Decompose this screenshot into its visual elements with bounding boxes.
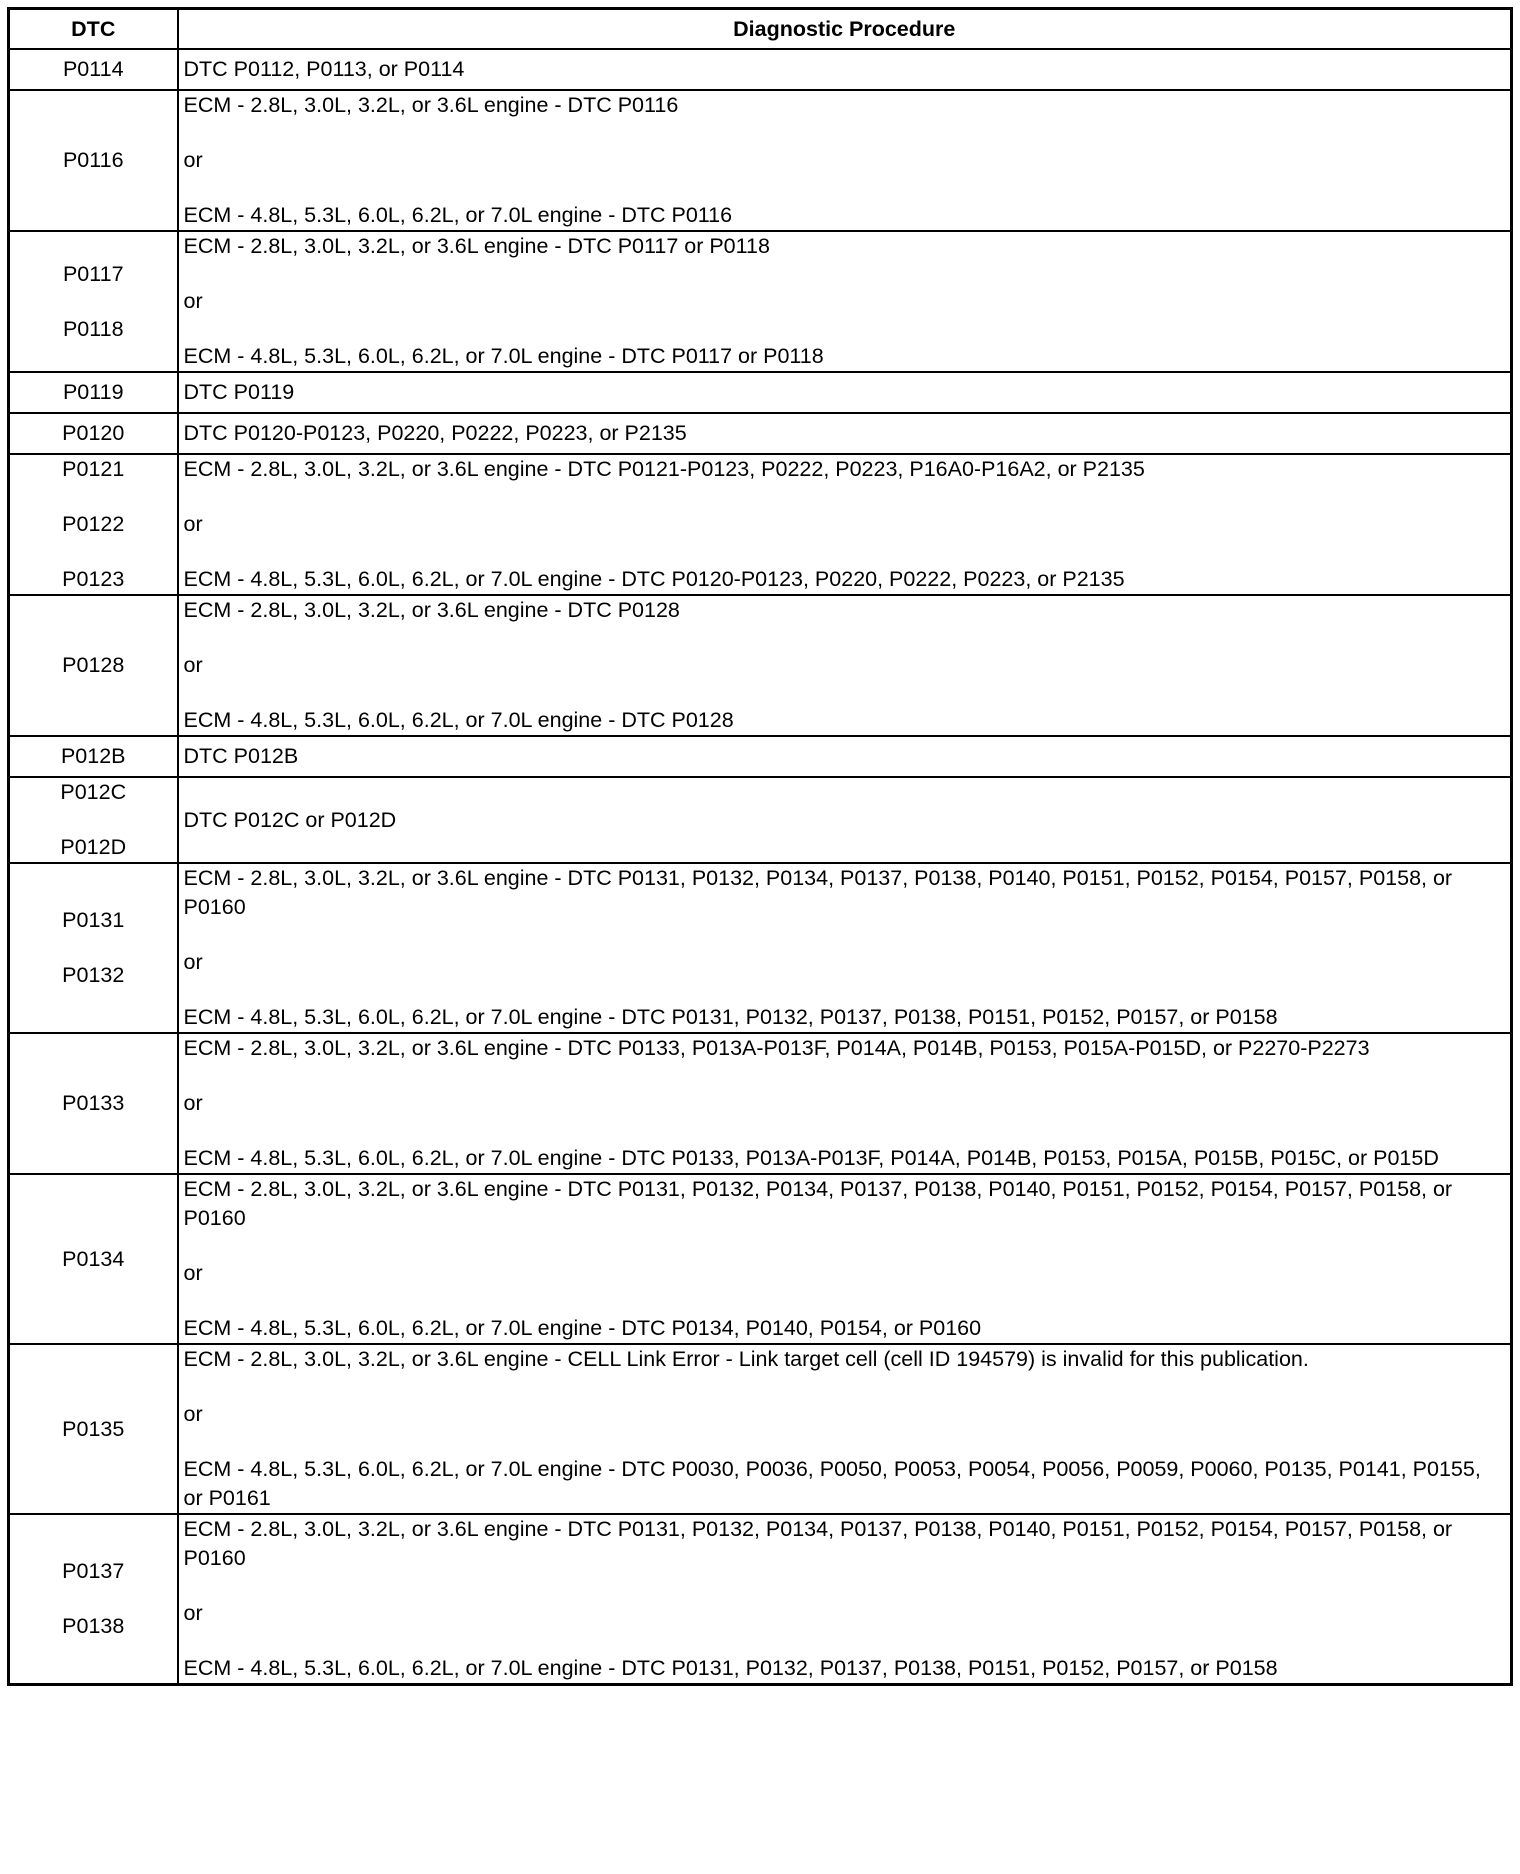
dtc-code: P0114 xyxy=(62,57,124,81)
table-row xyxy=(9,863,1512,1033)
dtc-code-cell xyxy=(9,1514,178,1685)
table-row xyxy=(9,90,1512,231)
table-row xyxy=(9,595,1512,736)
procedure-cell xyxy=(178,49,1512,90)
or-separator: or xyxy=(183,148,203,172)
procedure-line: ECM - 4.8L, 5.3L, 6.0L, 6.2L, or 7.0L engine - DTC P0128 xyxy=(183,708,734,732)
procedure-line: DTC P012B xyxy=(183,744,299,768)
dtc-code-cell xyxy=(9,454,178,595)
procedure-line: DTC P012C or P012D xyxy=(183,807,397,832)
procedure-line: ECM - 4.8L, 5.3L, 6.0L, 6.2L, or 7.0L engine - DTC P0120-P0123, P0220, P0222, P0223, or P2135 xyxy=(183,567,1125,591)
procedure-cell xyxy=(178,1344,1512,1514)
table-row xyxy=(9,231,1512,372)
document-page xyxy=(7,7,1513,1686)
procedure-line: ECM - 4.8L, 5.3L, 6.0L, 6.2L, or 7.0L engine - DTC P0131, P0132, P0137, P0138, P0151, P0152, P0157, or P0158 xyxy=(183,1656,1278,1680)
procedure-line: ECM - 4.8L, 5.3L, 6.0L, 6.2L, or 7.0L engine - DTC P0134, P0140, P0154, or P0160 xyxy=(183,1316,982,1340)
procedure-line: ECM - 4.8L, 5.3L, 6.0L, 6.2L, or 7.0L engine - DTC P0131, P0132, P0137, P0138, P0151, P0152, P0157, or P0158 xyxy=(183,1005,1278,1029)
dtc-code-cell xyxy=(9,777,178,863)
table-row xyxy=(9,413,1512,454)
dtc-code: P0137 xyxy=(62,1559,125,1583)
dtc-code: P0128 xyxy=(62,653,125,677)
dtc-code-cell xyxy=(9,1033,178,1174)
procedure-cell xyxy=(178,1033,1512,1174)
procedure-cell xyxy=(178,863,1512,1033)
dtc-code: P0118 xyxy=(62,316,124,341)
dtc-code-cell xyxy=(9,231,178,372)
table-row xyxy=(9,777,1512,863)
dtc-code-cell xyxy=(9,1174,178,1344)
table-row xyxy=(9,454,1512,595)
procedure-line: ECM - 2.8L, 3.0L, 3.2L, or 3.6L engine - DTC P0116 xyxy=(183,93,679,117)
procedure-line: ECM - 2.8L, 3.0L, 3.2L, or 3.6L engine - DTC P0117 or P0118 xyxy=(183,234,770,258)
table-header-row xyxy=(9,9,1512,50)
procedure-cell xyxy=(178,1514,1512,1685)
procedure-cell xyxy=(178,1174,1512,1344)
procedure-line: ECM - 2.8L, 3.0L, 3.2L, or 3.6L engine - CELL Link Error - Link target cell (cell ID 194579) is invalid for this publication. xyxy=(183,1347,1309,1371)
procedure-line: ECM - 2.8L, 3.0L, 3.2L, or 3.6L engine - DTC P0131, P0132, P0134, P0137, P0138, P0140, P0151, P0152, P0154, P0157, P0158, or P0160 xyxy=(183,866,1453,919)
dtc-code: P0121 xyxy=(62,457,125,481)
or-separator: or xyxy=(183,653,203,677)
procedure-line: ECM - 4.8L, 5.3L, 6.0L, 6.2L, or 7.0L engine - DTC P0030, P0036, P0050, P0053, P0054, P0056, P0059, P0060, P0135, P0141, P0155, or P0161 xyxy=(183,1457,1481,1510)
procedure-line: ECM - 4.8L, 5.3L, 6.0L, 6.2L, or 7.0L engine - DTC P0133, P013A-P013F, P014A, P014B, P0153, P015A, P015B, P015C, or P015D xyxy=(183,1146,1439,1170)
table-row xyxy=(9,1514,1512,1685)
procedure-cell xyxy=(178,454,1512,595)
dtc-code-cell xyxy=(9,372,178,413)
procedure-line: ECM - 2.8L, 3.0L, 3.2L, or 3.6L engine - DTC P0131, P0132, P0134, P0137, P0138, P0140, P0151, P0152, P0154, P0157, P0158, or P0160 xyxy=(183,1517,1453,1570)
table-body xyxy=(9,49,1512,1685)
or-separator: or xyxy=(183,1601,203,1625)
dtc-code: P0120 xyxy=(62,421,125,445)
procedure-line: ECM - 2.8L, 3.0L, 3.2L, or 3.6L engine - DTC P0131, P0132, P0134, P0137, P0138, P0140, P0151, P0152, P0154, P0157, P0158, or P0160 xyxy=(183,1177,1453,1230)
procedure-line: DTC P0119 xyxy=(183,380,295,404)
dtc-code-cell xyxy=(9,863,178,1033)
dtc-code: P0133 xyxy=(62,1091,125,1115)
dtc-code: P0123 xyxy=(62,567,125,591)
procedure-line: DTC P0112, P0113, or P0114 xyxy=(183,57,465,81)
procedure-line: ECM - 2.8L, 3.0L, 3.2L, or 3.6L engine - DTC P0121-P0123, P0222, P0223, P16A0-P16A2, or P2135 xyxy=(183,457,1145,481)
procedure-cell xyxy=(178,231,1512,372)
procedure-cell xyxy=(178,413,1512,454)
procedure-line: DTC P0120-P0123, P0220, P0222, P0223, or P2135 xyxy=(183,421,687,445)
dtc-column-header: DTC xyxy=(9,9,178,50)
procedure-column-header: Diagnostic Procedure xyxy=(178,9,1512,50)
dtc-code: P0138 xyxy=(62,1614,125,1638)
procedure-line: ECM - 4.8L, 5.3L, 6.0L, 6.2L, or 7.0L engine - DTC P0116 xyxy=(183,203,733,227)
or-separator: or xyxy=(183,289,203,313)
dtc-code-cell xyxy=(9,1344,178,1514)
dtc-code-cell xyxy=(9,595,178,736)
dtc-code: P0132 xyxy=(62,963,125,987)
dtc-code: P0134 xyxy=(62,1246,125,1271)
table-row xyxy=(9,1344,1512,1514)
or-separator: or xyxy=(183,1261,203,1285)
dtc-code-cell xyxy=(9,736,178,777)
dtc-code: P012C xyxy=(60,780,127,804)
dtc-code-cell xyxy=(9,90,178,231)
dtc-code-cell xyxy=(9,413,178,454)
procedure-cell xyxy=(178,90,1512,231)
procedure-cell xyxy=(178,595,1512,736)
procedure-cell xyxy=(178,372,1512,413)
dtc-table xyxy=(7,7,1513,1686)
dtc-code: P0116 xyxy=(62,148,124,172)
or-separator: or xyxy=(183,1402,203,1426)
table-row xyxy=(9,49,1512,90)
dtc-code: P012B xyxy=(60,744,126,768)
dtc-code: P0122 xyxy=(62,512,125,536)
procedure-cell xyxy=(178,777,1512,863)
table-row xyxy=(9,736,1512,777)
dtc-code: P0117 xyxy=(62,261,124,286)
dtc-code: P0131 xyxy=(62,908,125,932)
dtc-code: P0135 xyxy=(62,1416,125,1441)
table-row xyxy=(9,1033,1512,1174)
procedure-line: ECM - 2.8L, 3.0L, 3.2L, or 3.6L engine - DTC P0128 xyxy=(183,598,680,622)
procedure-line: ECM - 2.8L, 3.0L, 3.2L, or 3.6L engine - DTC P0133, P013A-P013F, P014A, P014B, P0153, P015A-P015D, or P2270-P2273 xyxy=(183,1036,1370,1060)
or-separator: or xyxy=(183,512,203,536)
or-separator: or xyxy=(183,1091,203,1115)
table-row xyxy=(9,372,1512,413)
table-row xyxy=(9,1174,1512,1344)
dtc-code-cell xyxy=(9,49,178,90)
dtc-code: P012D xyxy=(60,835,127,859)
or-separator: or xyxy=(183,950,203,974)
dtc-code: P0119 xyxy=(62,380,124,404)
procedure-cell xyxy=(178,736,1512,777)
procedure-line: ECM - 4.8L, 5.3L, 6.0L, 6.2L, or 7.0L engine - DTC P0117 or P0118 xyxy=(183,344,824,368)
